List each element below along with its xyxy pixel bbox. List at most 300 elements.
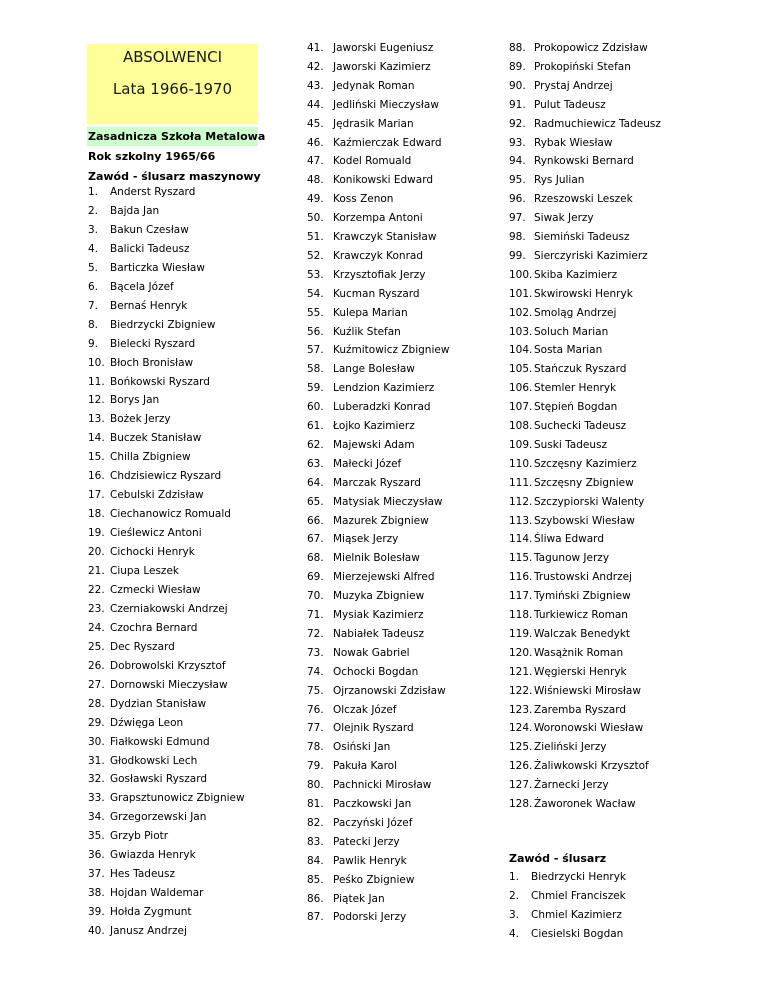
item-number: 17. (88, 489, 105, 502)
list-item (88, 602, 228, 615)
item-number: 3. (88, 223, 99, 236)
list-item (88, 678, 228, 691)
list-item (307, 911, 407, 924)
list-item (509, 382, 617, 395)
item-name: Łojko Kazimierz (333, 420, 415, 432)
item-name: Chmiel Kazimierz (531, 909, 622, 921)
item-number: 21. (88, 565, 105, 577)
item-name: Matysiak Mieczysław (333, 495, 443, 508)
item-name: Grzegorzewski Jan (110, 811, 207, 824)
list-item (88, 413, 171, 426)
item-name: Dornowski Mieczysław (110, 678, 228, 691)
item-name: Sierczyriski Kazimierz (534, 249, 648, 262)
list-item (88, 261, 205, 274)
item-number: 29. (88, 716, 105, 729)
list-item (88, 394, 160, 407)
item-name: Radmuchiewicz Tadeusz (534, 117, 661, 130)
item-number: 33. (88, 792, 105, 805)
item-number: 89. (509, 60, 526, 73)
item-number: 116. (509, 571, 533, 584)
item-name: Miąsek Jerzy (333, 533, 399, 546)
list-item (88, 299, 188, 312)
list-item (88, 565, 179, 577)
item-number: 16. (88, 470, 105, 483)
list-item (509, 909, 622, 921)
list-item (88, 887, 204, 900)
list-item (509, 401, 618, 414)
item-name: Kulepa Marian (333, 306, 408, 319)
list-item (509, 79, 613, 92)
item-number: 78. (307, 741, 324, 754)
list-item (88, 337, 196, 350)
item-name: Mielnik Bolesław (333, 552, 420, 565)
item-number: 119. (509, 627, 533, 640)
list-item (307, 646, 410, 659)
item-name: Szybowski Wiesław (534, 514, 635, 527)
item-name: Tagunow Jerzy (534, 552, 610, 565)
list-item (509, 871, 627, 883)
item-number: 13. (88, 413, 105, 426)
item-number: 9. (88, 337, 99, 350)
item-name: Soluch Marian (534, 325, 609, 338)
item-name: Zieliński Jerzy (534, 741, 607, 754)
item-number: 42. (307, 60, 324, 73)
item-number: 93. (509, 136, 526, 149)
list-item (307, 136, 442, 149)
list-item (509, 420, 627, 432)
item-number: 87. (307, 911, 324, 924)
item-name: Janusz Andrzej (110, 925, 187, 938)
item-name: Prokopowicz Zdzisław (534, 42, 648, 54)
list-item (307, 231, 437, 243)
list-item (307, 495, 443, 508)
title-absolwenci: ABSOLWENCI (122, 48, 223, 66)
item-number: 38. (88, 887, 105, 900)
item-number: 82. (307, 816, 324, 829)
item-name: Siemiński Tadeusz (534, 231, 630, 243)
item-number: 52. (307, 249, 324, 262)
item-number: 111. (509, 476, 533, 489)
item-name: Mysiak Kazimierz (333, 609, 424, 621)
item-number: 4. (88, 242, 99, 255)
item-number: 34. (88, 811, 105, 824)
item-name: Ciechanowicz Romuald (110, 508, 231, 521)
list-item (307, 571, 435, 584)
item-name: Pawlik Henryk (333, 854, 407, 867)
item-number: 49. (307, 193, 324, 206)
item-name: Dydzian Stanisław (110, 697, 207, 710)
item-number: 7. (88, 299, 99, 312)
item-name: Sosta Marian (534, 344, 603, 357)
item-name: Osiński Jan (333, 741, 391, 754)
list-item (307, 363, 415, 376)
list-item (509, 193, 633, 206)
item-name: Paczkowski Jan (333, 798, 412, 810)
item-name: Skwirowski Henryk (534, 287, 633, 300)
item-name: Zaremba Ryszard (534, 703, 626, 716)
list-item (509, 665, 627, 678)
item-name: Anderst Ryszard (110, 186, 196, 198)
list-item (307, 42, 434, 54)
list-item (307, 117, 414, 130)
item-number: 121. (509, 665, 533, 678)
item-name: Jedliński Mieczysław (333, 98, 439, 111)
item-name: Prokopiński Stefan (534, 60, 631, 73)
list-item (307, 854, 407, 867)
list-item (509, 249, 648, 262)
item-number: 97. (509, 212, 526, 225)
list-item (509, 590, 631, 603)
list-item (509, 495, 645, 508)
list-item (307, 627, 425, 640)
list-item (509, 609, 628, 621)
item-number: 92. (509, 117, 526, 130)
item-number: 68. (307, 552, 324, 565)
list-item (509, 890, 626, 902)
item-name: Bielecki Ryszard (110, 337, 196, 350)
item-number: 69. (307, 571, 324, 584)
list-item (509, 60, 631, 73)
item-number: 66. (307, 514, 324, 527)
item-number: 24. (88, 621, 105, 634)
list-item (88, 186, 196, 198)
item-name: Wiśniewski Mirosław (534, 684, 641, 697)
item-number: 23. (88, 602, 105, 615)
item-number: 51. (307, 231, 324, 243)
list-item (509, 703, 626, 716)
item-name: Majewski Adam (333, 438, 415, 451)
item-number: 109. (509, 438, 533, 451)
list-item (307, 420, 415, 432)
list-item (307, 703, 397, 716)
list-item (88, 204, 160, 217)
list-item (88, 754, 198, 767)
list-item (509, 306, 617, 319)
item-number: 72. (307, 627, 324, 640)
item-number: 62. (307, 438, 324, 451)
item-number: 75. (307, 684, 324, 697)
item-name: Koss Zenon (333, 193, 394, 206)
list-item (88, 830, 169, 843)
list-item (307, 476, 421, 489)
item-number: 85. (307, 873, 324, 886)
item-name: Bajda Jan (110, 204, 160, 217)
item-number: 115. (509, 552, 533, 565)
item-name: Cichocki Henryk (110, 546, 195, 559)
list-item (88, 356, 194, 369)
list-item (307, 382, 435, 395)
item-number: 110. (509, 457, 533, 470)
item-number: 60. (307, 401, 324, 414)
list-item (307, 193, 394, 206)
item-name: Bożek Jerzy (110, 413, 171, 426)
item-name: Jedynak Roman (333, 79, 415, 92)
list-item (307, 533, 399, 546)
list-item (88, 659, 226, 672)
item-number: 73. (307, 646, 324, 659)
item-name: Piątek Jan (333, 892, 385, 905)
item-name: Barticzka Wiesław (110, 261, 205, 274)
item-number: 123. (509, 703, 533, 716)
item-number: 76. (307, 703, 324, 716)
item-name: Kuźmitowicz Zbigniew (333, 344, 450, 357)
item-number: 102. (509, 306, 533, 319)
item-number: 27. (88, 678, 105, 691)
item-number: 19. (88, 527, 105, 540)
list-item (307, 514, 429, 527)
list-item (88, 451, 191, 464)
item-name: Stańczuk Ryszard (534, 363, 627, 376)
list-item (307, 892, 385, 905)
list-item (88, 280, 174, 293)
item-number: 25. (88, 640, 105, 653)
item-number: 105. (509, 363, 533, 376)
list-item (509, 98, 606, 111)
item-number: 20. (88, 546, 105, 559)
item-name: Pakuła Karol (333, 760, 398, 773)
item-number: 91. (509, 98, 526, 111)
item-number: 6. (88, 280, 99, 293)
school-name: Zasadnicza Szkoła Metalowa (88, 130, 266, 143)
item-name: Kodel Romuald (333, 155, 412, 168)
list-item (88, 318, 216, 331)
item-name: Grapsztunowicz Zbigniew (110, 792, 245, 805)
list-item (307, 665, 419, 678)
list-item (509, 287, 633, 300)
item-name: Bońkowski Ryszard (110, 375, 210, 388)
item-name: Rys Julian (534, 174, 585, 187)
item-number: 79. (307, 760, 324, 773)
item-number: 3. (509, 909, 520, 921)
item-name: Mazurek Zbigniew (333, 514, 429, 527)
item-number: 8. (88, 318, 99, 331)
list-item (88, 849, 196, 862)
item-number: 58. (307, 363, 324, 376)
item-number: 98. (509, 231, 526, 243)
profession-heading-1: Zawód - ślusarz maszynowy (88, 170, 261, 183)
item-name: Balicki Tadeusz (110, 242, 190, 255)
item-name: Szczęsny Zbigniew (534, 476, 634, 489)
item-name: Mierzejewski Alfred (333, 571, 435, 584)
item-name: Konikowski Edward (333, 174, 434, 187)
list-item (307, 590, 425, 603)
list-item (88, 470, 222, 483)
list-item (307, 212, 423, 225)
item-name: Skiba Kazimierz (534, 268, 618, 281)
item-name: Rybak Wiesław (534, 136, 613, 149)
list-item (509, 533, 604, 546)
list-item (509, 325, 609, 338)
list-item (88, 640, 175, 653)
list-item (88, 773, 207, 786)
list-item (307, 174, 434, 187)
item-name: Stemler Henryk (534, 382, 617, 395)
item-name: Szczypiorski Walenty (534, 495, 645, 508)
list-item (88, 735, 210, 748)
item-number: 31. (88, 754, 105, 767)
item-number: 61. (307, 420, 324, 432)
list-item (88, 906, 192, 919)
item-name: Gosławski Ryszard (110, 773, 207, 786)
item-number: 103. (509, 325, 533, 338)
item-name: Peśko Zbigniew (333, 873, 415, 886)
list-item (88, 792, 245, 805)
list-item (88, 868, 176, 881)
item-number: 57. (307, 344, 324, 357)
list-item (509, 741, 607, 754)
item-number: 101. (509, 287, 533, 300)
item-name: Chilla Zbigniew (110, 451, 191, 464)
item-number: 107. (509, 401, 533, 414)
title-box (87, 44, 258, 124)
school-year: Rok szkolny 1965/66 (88, 150, 216, 163)
item-number: 65. (307, 495, 324, 508)
item-name: Krawczyk Konrad (333, 249, 423, 262)
item-number: 90. (509, 79, 526, 92)
item-number: 99. (509, 249, 526, 262)
item-name: Hojdan Waldemar (110, 887, 204, 900)
item-name: Rynkowski Bernard (534, 155, 634, 168)
item-name: Smoląg Andrzej (534, 306, 617, 319)
list-item (88, 925, 187, 938)
item-name: Paczyński Józef (333, 816, 413, 829)
item-number: 11. (88, 375, 105, 388)
item-number: 32. (88, 773, 105, 786)
item-name: Krawczyk Stanisław (333, 231, 437, 243)
list-item (307, 155, 412, 168)
item-name: Suchecki Tadeusz (534, 420, 627, 432)
list-item (307, 457, 402, 470)
list-item (509, 438, 607, 451)
list-item (88, 432, 202, 445)
list-item (307, 268, 426, 281)
item-name: Jaworski Eugeniusz (333, 42, 434, 54)
item-number: 100. (509, 268, 533, 281)
item-name: Siwak Jerzy (534, 212, 594, 225)
list-item (88, 716, 184, 729)
list-item (307, 79, 415, 92)
item-name: Muzyka Zbigniew (333, 590, 425, 603)
list-item (509, 514, 635, 527)
item-number: 45. (307, 117, 324, 130)
item-name: Żaliwkowski Krzysztof (534, 760, 649, 773)
item-name: Rzeszowski Leszek (534, 193, 633, 206)
item-number: 54. (307, 287, 324, 300)
list-item (509, 798, 636, 810)
item-name: Czochra Bernard (110, 621, 198, 634)
list-item (509, 457, 637, 470)
list-item (307, 741, 391, 754)
item-name: Cebulski Zdzisław (110, 489, 204, 502)
item-name: Chmiel Franciszek (531, 890, 626, 902)
item-number: 22. (88, 583, 105, 596)
item-number: 126. (509, 760, 533, 773)
list-item (88, 583, 201, 596)
list-item (509, 928, 624, 940)
item-name: Kucman Ryszard (333, 287, 420, 300)
item-number: 88. (509, 42, 526, 54)
item-number: 124. (509, 722, 533, 735)
item-number: 37. (88, 868, 105, 881)
item-number: 53. (307, 268, 324, 281)
item-number: 2. (88, 204, 99, 217)
list-item (509, 212, 594, 225)
item-name: Trustowski Andrzej (534, 571, 632, 584)
list-item (509, 231, 630, 243)
item-number: 1. (509, 871, 520, 883)
list-item (88, 242, 190, 255)
item-number: 127. (509, 779, 533, 792)
list-item (88, 621, 198, 634)
item-name: Buczek Stanisław (110, 432, 202, 445)
list-item (307, 722, 414, 735)
list-item (509, 344, 603, 357)
item-name: Czerniakowski Andrzej (110, 602, 228, 615)
list-item (307, 798, 412, 810)
item-name: Woronowski Wiesław (534, 722, 644, 735)
item-number: 117. (509, 590, 533, 603)
item-name: Ojrzanowski Zdzisław (333, 684, 446, 697)
list-item (307, 98, 439, 111)
item-number: 48. (307, 174, 324, 187)
list-item (307, 684, 446, 697)
item-number: 113. (509, 514, 533, 527)
item-number: 18. (88, 508, 105, 521)
item-name: Grzyb Piotr (110, 830, 169, 843)
item-number: 67. (307, 533, 324, 546)
item-name: Wasążnik Roman (534, 646, 624, 659)
list-item (307, 609, 424, 621)
list-item (509, 476, 634, 489)
item-name: Patecki Jerzy (333, 835, 400, 848)
list-item (509, 722, 644, 735)
item-name: Lendzion Kazimierz (333, 382, 435, 395)
list-item (509, 552, 610, 565)
item-number: 46. (307, 136, 324, 149)
item-number: 112. (509, 495, 533, 508)
item-name: Turkiewicz Roman (534, 609, 628, 621)
item-number: 39. (88, 906, 105, 919)
item-name: Głodkowski Lech (110, 754, 198, 767)
item-name: Tymiński Zbigniew (534, 590, 631, 603)
item-number: 56. (307, 325, 324, 338)
item-name: Małecki Józef (333, 457, 402, 470)
item-number: 80. (307, 779, 324, 792)
list-item (509, 117, 661, 130)
item-number: 86. (307, 892, 324, 905)
item-name: Jędrasik Marian (333, 117, 414, 130)
item-name: Szczęsny Kazimierz (534, 457, 637, 470)
item-name: Prystaj Andrzej (534, 79, 613, 92)
item-number: 59. (307, 382, 324, 395)
item-number: 36. (88, 849, 105, 862)
item-name: Suski Tadeusz (534, 438, 607, 451)
item-name: Marczak Ryszard (333, 476, 421, 489)
item-name: Ciesielski Bogdan (531, 928, 624, 940)
profession-heading-2: Zawód - ślusarz (509, 852, 607, 865)
item-number: 125. (509, 741, 533, 754)
item-number: 63. (307, 457, 324, 470)
list-item (88, 527, 202, 540)
list-item (88, 375, 210, 388)
list-item (509, 155, 634, 168)
item-number: 74. (307, 665, 324, 678)
list-item (509, 646, 624, 659)
item-name: Biedrzycki Zbigniew (110, 318, 216, 331)
item-name: Ochocki Bogdan (333, 665, 419, 678)
item-number: 15. (88, 451, 105, 464)
item-number: 83. (307, 835, 324, 848)
